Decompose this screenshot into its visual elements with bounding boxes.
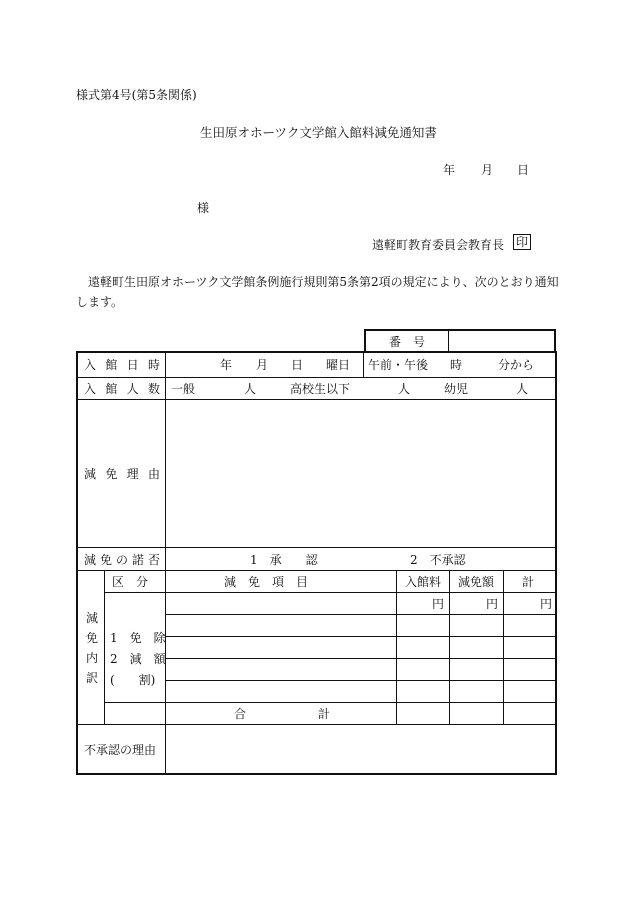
col-category-header: 区 分: [112, 575, 149, 589]
entry-hour: 時: [450, 358, 463, 372]
visitors-unit: 人: [516, 382, 529, 396]
row-divider: [166, 636, 555, 637]
col-total-header: 計: [522, 575, 535, 589]
visitors-highschool: 高校生以下: [290, 382, 351, 396]
sum-label: 合 計: [234, 707, 331, 721]
decision-label: 減 免 の 諾 否: [84, 553, 160, 567]
issuer-name: 遠軽町教育委員会教育長: [372, 238, 505, 252]
visitors-infant: 幼児: [444, 382, 469, 396]
addressee-suffix: 様: [197, 201, 210, 215]
seal-mark: [513, 234, 531, 250]
entry-day: 日: [291, 358, 304, 372]
visitors-general: 一般: [171, 382, 196, 396]
seal-text: 印: [513, 234, 531, 250]
category-reduce: 2 減 額: [110, 652, 166, 666]
row-divider: [104, 702, 555, 703]
total-yen-unit: 円: [540, 597, 553, 611]
col-divider: [503, 570, 504, 724]
form-number: 様式第4号(第5条関係): [76, 88, 197, 102]
col-divider: [363, 353, 364, 377]
reduction-reason-label: 減 免 理 由: [84, 467, 160, 481]
row-divider: [78, 724, 555, 725]
col-divider: [396, 570, 397, 724]
date-year-label: 年: [443, 163, 456, 177]
reduction-table: [76, 351, 557, 775]
decision-reject: 2 不承認: [410, 553, 466, 567]
row-divider: [166, 614, 555, 615]
category-exempt: 1 免 除: [110, 631, 166, 645]
entry-month: 月: [256, 358, 269, 372]
col-divider: [449, 570, 450, 724]
col-fee-header: 入館料: [405, 575, 442, 589]
row-divider: [166, 680, 555, 681]
body-paragraph: [76, 272, 560, 312]
col-item-header: 減 免 項 目: [224, 575, 309, 589]
col-divider: [165, 353, 166, 775]
visitors-unit: 人: [244, 382, 257, 396]
category-percent: ( 割): [110, 673, 156, 687]
row-divider: [78, 570, 555, 571]
row-divider: [166, 658, 555, 659]
entry-year: 年: [220, 358, 233, 372]
fee-yen-unit: 円: [432, 597, 445, 611]
rejection-reason-label: 不承認の理由: [84, 743, 157, 757]
visitors-unit: 人: [398, 382, 411, 396]
entry-ampm: 午前・午後: [368, 358, 429, 372]
entry-weekday: 曜日: [326, 358, 351, 372]
row-divider: [78, 377, 555, 378]
date-month-label: 月: [481, 163, 494, 177]
col-reduction-header: 減免額: [458, 575, 495, 589]
entry-datetime-label: 入 館 日 時: [84, 358, 160, 372]
visitors-label: 入 館 人 数: [84, 382, 160, 396]
row-divider: [78, 399, 555, 400]
breakdown-side-label: 減 免 内 訳: [85, 611, 98, 685]
decision-approve: 1 承 認: [250, 553, 318, 567]
number-box: [364, 329, 556, 351]
row-divider: [104, 592, 555, 593]
row-divider: [78, 547, 555, 548]
number-label: 番号: [366, 331, 449, 351]
date-day-label: 日: [517, 163, 530, 177]
entry-minute: 分から: [498, 358, 535, 372]
col-divider: [104, 570, 105, 724]
body-text: 遠軽町生田原オホーツク文学館条例施行規則第5条第2項の規定により、次のとおり通知します。: [76, 275, 559, 309]
reduction-yen-unit: 円: [486, 597, 499, 611]
page-title: 生田原オホーツク文学館入館料減免通知書: [200, 125, 437, 140]
